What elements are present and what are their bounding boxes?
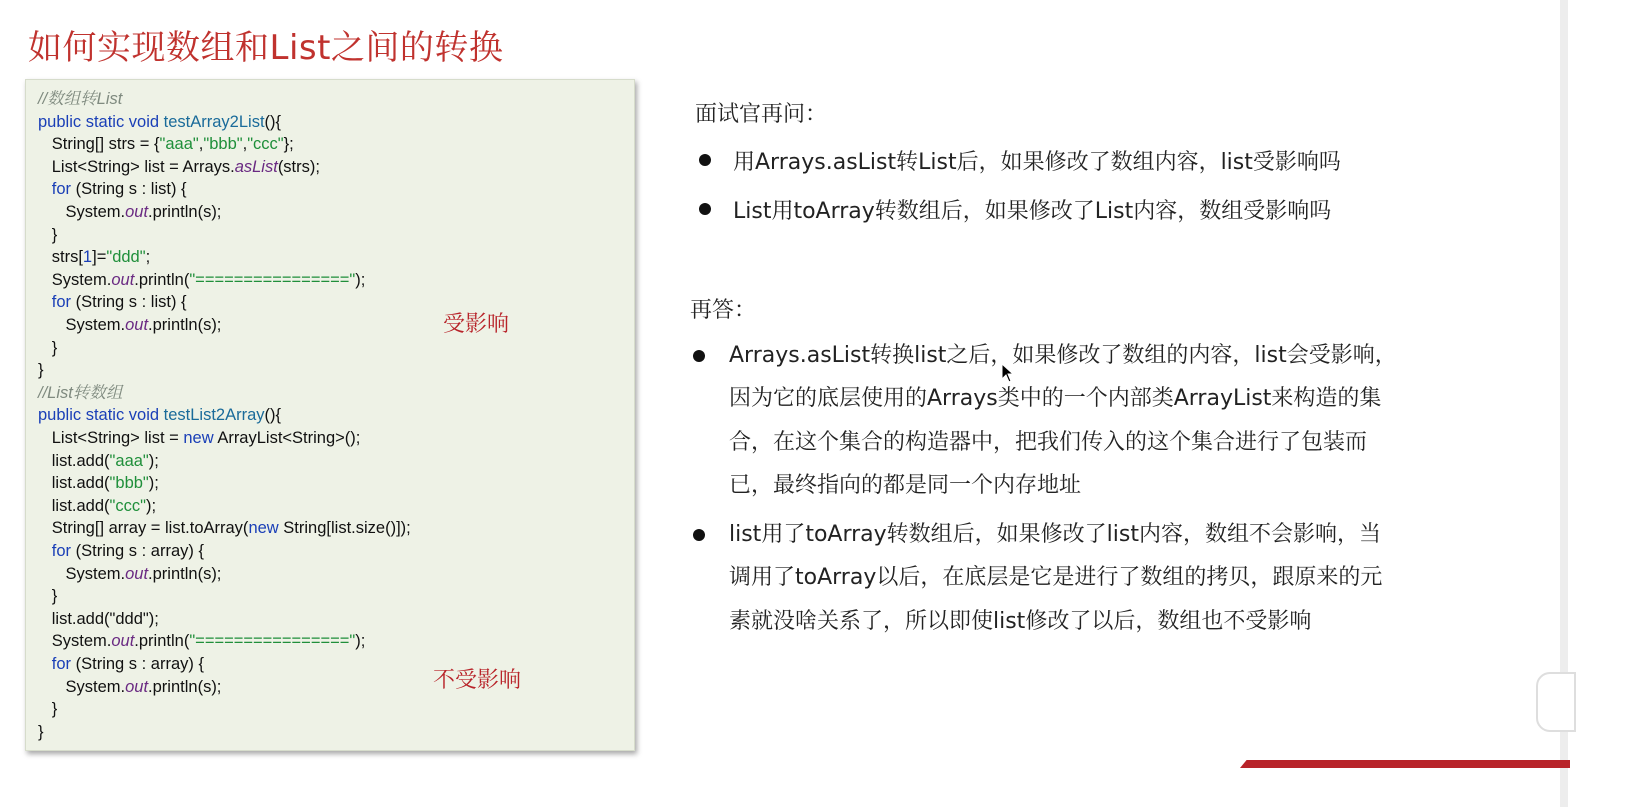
code-line — [38, 585, 57, 608]
code-token: list.add( — [38, 474, 110, 493]
code-line — [38, 450, 159, 473]
code-line — [38, 246, 150, 269]
code-token: .println( — [134, 270, 190, 289]
code-line — [38, 178, 187, 201]
code-line — [38, 653, 204, 676]
code-line — [38, 337, 57, 360]
bullet-icon — [699, 154, 711, 166]
code-token: String[list.size()]); — [278, 519, 411, 538]
code-token: "ccc" — [247, 135, 284, 154]
code-token: , — [242, 135, 248, 154]
bottom-accent-bar — [1240, 760, 1570, 768]
code-token: ); — [355, 632, 366, 651]
code-token: out — [125, 677, 149, 696]
bullet-icon — [699, 203, 711, 215]
code-token: new — [248, 519, 279, 538]
code-token: asList — [234, 157, 278, 176]
code-line — [38, 563, 221, 586]
bullet-icon — [693, 529, 705, 541]
code-token — [38, 293, 52, 311]
code-token: list.add( — [38, 496, 110, 515]
question-1: 用Arrays.asList转List后，如果修改了数组内容，list受影响吗 — [733, 150, 1341, 175]
code-token: testList2Array — [163, 406, 265, 425]
side-panel-tab[interactable] — [1536, 672, 1576, 732]
code-token: } — [38, 700, 58, 719]
code-line — [38, 472, 159, 495]
code-token: System. — [38, 632, 112, 651]
code-token: (strs); — [277, 157, 320, 176]
code-line — [38, 291, 187, 314]
code-line — [38, 540, 204, 563]
bullet-icon — [693, 350, 705, 362]
code-token: System. — [38, 270, 112, 289]
code-line — [38, 88, 122, 111]
code-token — [38, 655, 52, 673]
code-token: List<String> list = — [38, 429, 184, 447]
code-token: list.add( — [38, 451, 110, 470]
code-token: } — [38, 722, 44, 741]
code-line — [38, 133, 294, 156]
code-token: (){ — [264, 112, 282, 131]
code-token: new — [183, 429, 214, 447]
code-token: for — [51, 542, 72, 560]
code-token: System. — [38, 677, 126, 696]
answer-1-line-3: 合，在这个集合的构造器中，把我们传入的这个集合进行了包装而 — [729, 430, 1368, 455]
code-token: out — [125, 564, 149, 583]
code-line — [38, 608, 159, 631]
code-line — [38, 517, 411, 540]
code-line — [38, 269, 365, 292]
code-line — [38, 111, 281, 134]
code-token: } — [38, 587, 58, 606]
answer-1-line-1: Arrays.asList转换list之后，如果修改了数组的内容，list会受影响， — [729, 343, 1397, 368]
code-line — [38, 156, 320, 179]
code-token: "ccc" — [109, 496, 146, 515]
code-token: ); — [148, 474, 159, 493]
code-token: "================" — [189, 632, 356, 651]
code-line — [38, 224, 57, 247]
code-line — [38, 698, 57, 721]
code-token: }; — [283, 135, 294, 154]
code-line — [38, 359, 44, 382]
code-line — [38, 201, 221, 224]
code-line — [38, 314, 221, 337]
code-token: (String s : array) { — [71, 542, 204, 560]
answer-1-line-4: 已，最终指向的都是同一个内存地址 — [729, 473, 1082, 498]
code-token: for — [51, 293, 72, 312]
code-token: , — [198, 135, 204, 154]
code-token: "ddd" — [106, 248, 146, 267]
code-token — [38, 180, 52, 198]
code-line — [38, 721, 44, 744]
code-panel — [25, 79, 635, 751]
slide-title: 如何实现数组和List之间的转换 — [28, 28, 504, 68]
code-token: ; — [145, 248, 151, 267]
code-token: strs[ — [38, 248, 83, 267]
answer-heading: 再答： — [690, 298, 757, 323]
code-token: ); — [148, 451, 159, 470]
code-token: System. — [38, 316, 126, 334]
code-token: //List转数组 — [38, 383, 123, 402]
code-token: ArrayList<String>(); — [213, 429, 361, 447]
code-token: (){ — [264, 406, 282, 425]
code-token: "aaa" — [159, 135, 199, 154]
code-token: .println(s); — [148, 564, 222, 583]
code-line — [38, 630, 365, 653]
code-token: //数组转List — [38, 90, 123, 108]
code-token: .println(s); — [148, 316, 222, 334]
right-margin — [1568, 0, 1652, 807]
code-token: testArray2List — [163, 112, 265, 131]
answer-1-line-2: 因为它的底层使用的Arrays类中的一个内部类ArrayList来构造的集 — [729, 386, 1382, 411]
code-line — [38, 427, 360, 450]
code-token: } — [38, 361, 44, 380]
code-token: ]= — [92, 248, 107, 267]
interviewer-heading: 面试官再问： — [695, 102, 828, 127]
code-token: ); — [146, 496, 157, 515]
code-token: } — [38, 338, 58, 357]
answer-2-line-1: list用了toArray转数组后，如果修改了list内容，数组不会影响，当 — [729, 522, 1381, 547]
answer-2-line-3: 素就没啥关系了，所以即使list修改了以后，数组也不受影响 — [729, 609, 1312, 634]
code-token: public static void — [38, 406, 164, 425]
code-line — [38, 404, 281, 427]
mouse-cursor-icon — [1001, 363, 1015, 383]
code-token: for — [51, 180, 72, 199]
code-token: (String s : array) { — [71, 655, 204, 673]
code-token: System. — [38, 564, 126, 583]
code-token: .println(s); — [148, 677, 222, 696]
code-line — [38, 676, 221, 699]
code-token: List<String> list = Arrays. — [38, 157, 235, 176]
code-token: (String s : list) { — [71, 180, 187, 199]
code-token: String[] array = list.toArray( — [38, 519, 249, 538]
code-token: .println( — [134, 632, 190, 651]
code-token: "================" — [189, 270, 356, 289]
code-token: public static void — [38, 112, 164, 131]
note-not-affected: 不受影响 — [433, 668, 522, 693]
code-token: 1 — [82, 248, 93, 267]
code-token: } — [38, 225, 58, 244]
question-2: List用toArray转数组后，如果修改了List内容，数组受影响吗 — [733, 199, 1332, 224]
code-token: ); — [355, 270, 366, 289]
code-token: System. — [38, 203, 126, 221]
code-token: "bbb" — [109, 474, 149, 493]
code-token: out — [111, 270, 135, 289]
code-token: "bbb" — [203, 135, 243, 154]
code-token: .println(s); — [148, 203, 222, 221]
code-token: for — [51, 655, 72, 673]
note-affected: 受影响 — [443, 312, 510, 337]
code-token: String[] strs = { — [38, 135, 160, 154]
code-token: out — [111, 632, 135, 651]
code-line — [38, 495, 156, 518]
code-token: "aaa" — [109, 451, 149, 470]
code-token: out — [125, 203, 149, 221]
code-line — [38, 382, 122, 405]
code-token — [38, 542, 52, 560]
answer-2-line-2: 调用了toArray以后，在底层是它是进行了数组的拷贝，跟原来的元 — [729, 565, 1383, 590]
code-token: list.add("ddd"); — [38, 609, 159, 628]
code-token: (String s : list) { — [71, 293, 187, 312]
code-token: out — [125, 316, 149, 334]
